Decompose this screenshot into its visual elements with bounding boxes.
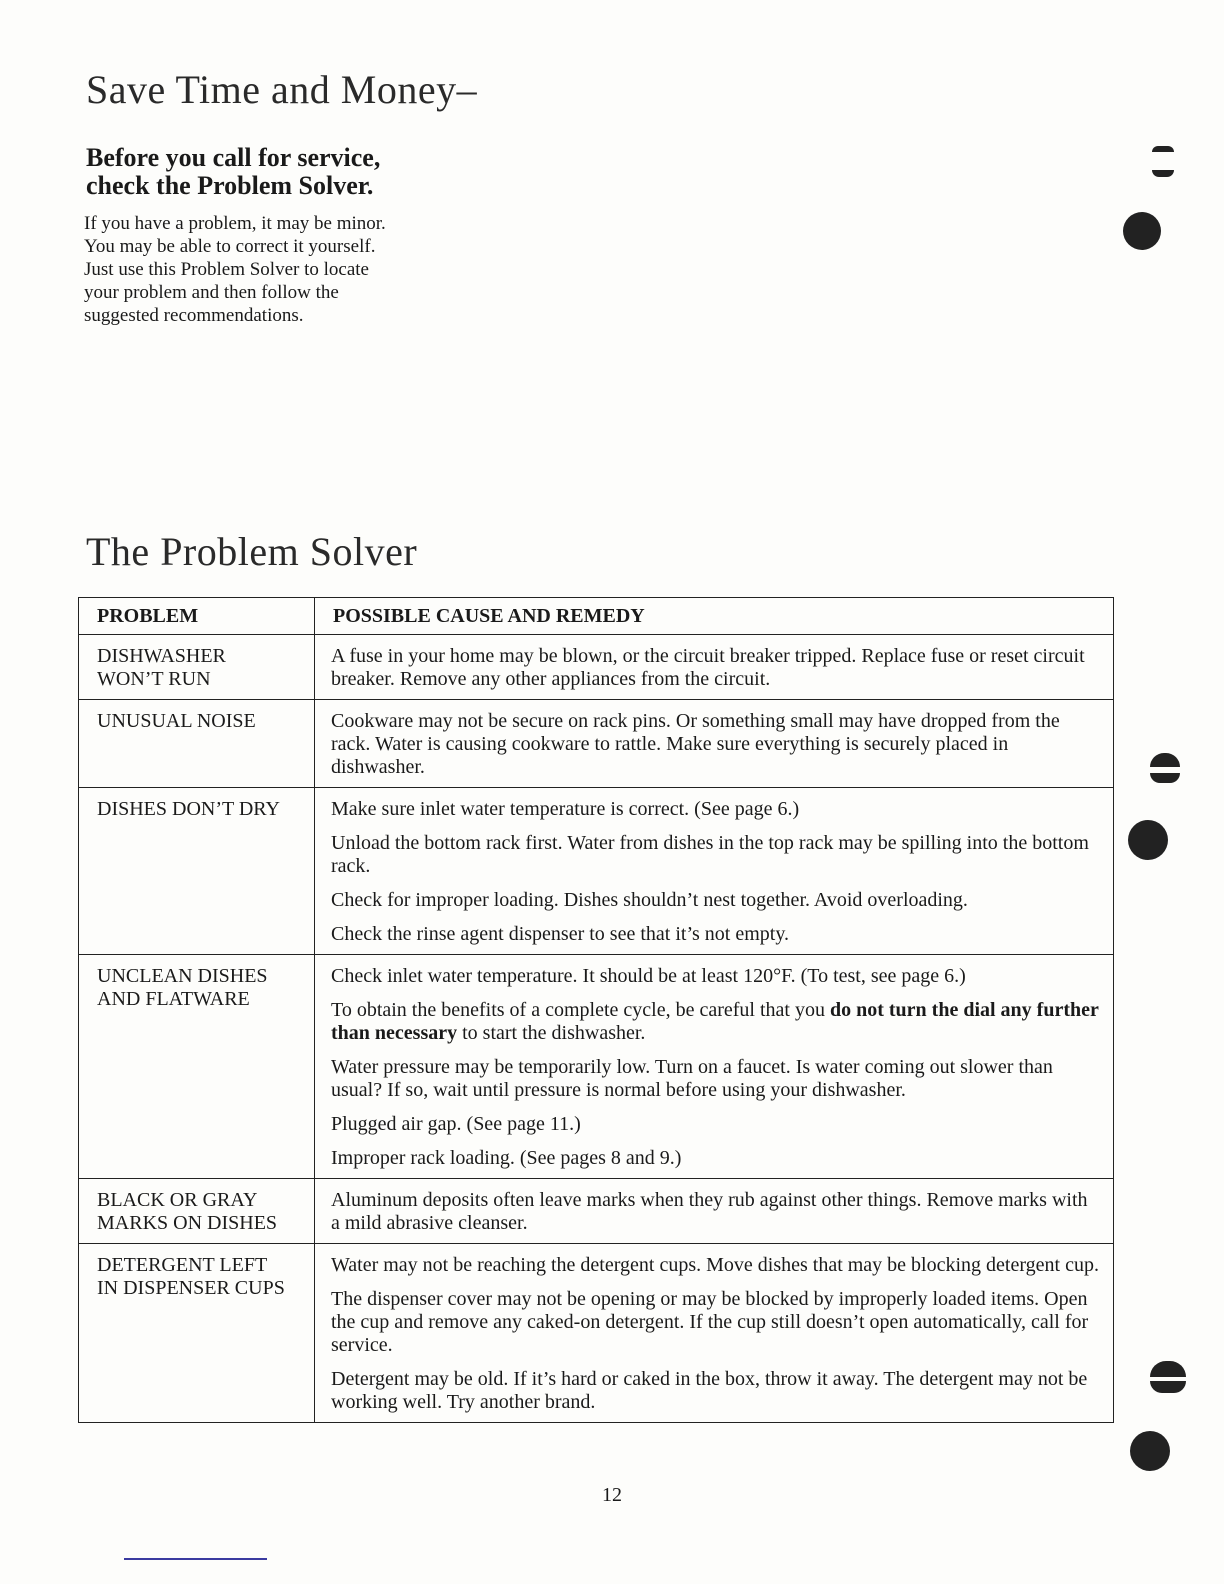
remedy-cell (315, 788, 1114, 955)
remedy-text: The dispenser cover may not be opening or may be blocked by improperly loaded items. Open the cup and remove any caked-on detergent. If the cup still doesn’t open automatically, call for service. (331, 1288, 1089, 1356)
problem-cell (79, 1244, 315, 1423)
page-number: 12 (602, 1484, 622, 1506)
section-title: The Problem Solver (86, 529, 418, 574)
problem-cell (79, 1179, 315, 1244)
table-row (79, 700, 1114, 788)
remedy-text: Water pressure may be temporarily low. Turn on a faucet. Is water coming out slower than usual? If so, wait until pressure is normal before using your dishwasher. (331, 1056, 1053, 1101)
remedy-text: Detergent may be old. If it’s hard or caked in the box, throw it away. The detergent may not be working well. Try another brand. (331, 1368, 1088, 1413)
problem-cell (79, 955, 315, 1179)
remedy-cell (315, 635, 1114, 700)
remedy-text: Check for improper loading. Dishes shouldn’t nest together. Avoid overloading. (331, 889, 968, 911)
punch-hole-mark (1152, 146, 1174, 152)
problem-cell (79, 788, 315, 955)
problem-cell (79, 700, 315, 788)
subheading (86, 144, 506, 200)
remedy-bold-text: do not turn the dial any further than necessary (331, 999, 1099, 1044)
remedy-text: Cookware may not be secure on rack pins. Or something small may have dropped from the rack. Water is causing cookware to rattle. Make sure everything is securely placed in dishwasher. (331, 710, 1060, 778)
remedy-text: A fuse in your home may be blown, or the circuit breaker tripped. Replace fuse or reset circuit breaker. Remove any other appliances from the circuit. (331, 645, 1085, 690)
remedy-text: Check the rinse agent dispenser to see that it’s not empty. (331, 923, 790, 945)
table-row (79, 1179, 1114, 1244)
problem-label: UNCLEAN DISHES AND FLATWARE (97, 965, 268, 1010)
remedy-text: Unload the bottom rack first. Water from dishes in the top rack may be spilling into the bottom rack. (331, 832, 1089, 877)
remedy-text: Check inlet water temperature. It should be at least 120°F. (To test, see page 6.) (331, 965, 966, 987)
remedy-text-part: to start the dishwasher. (457, 1022, 646, 1044)
table-row (79, 955, 1114, 1179)
remedy-text: Improper rack loading. (See pages 8 and 9.) (331, 1147, 682, 1169)
table-row (79, 1244, 1114, 1423)
problem-label: DISHES DON’T DRY (97, 798, 280, 820)
punch-hole (1128, 820, 1168, 860)
punch-hole-mark (1150, 1361, 1186, 1377)
punch-hole (1130, 1431, 1170, 1471)
punch-hole-mark (1152, 170, 1174, 177)
page-title: Save Time and Money– (86, 67, 478, 112)
table-row (79, 635, 1114, 700)
bottom-rule (124, 1558, 267, 1560)
problem-label: UNUSUAL NOISE (97, 710, 256, 732)
problem-solver-table (78, 597, 1114, 1423)
problem-label: DETERGENT LEFT IN DISPENSER CUPS (97, 1254, 285, 1299)
punch-hole-mark (1150, 753, 1180, 767)
punch-hole (1123, 212, 1161, 250)
intro-paragraph: If you have a problem, it may be minor. You may be able to correct it yourself. Just use this Problem Solver to locate your problem and then follow the suggested recommendations. (84, 213, 386, 326)
problem-label: BLACK OR GRAY MARKS ON DISHES (97, 1189, 278, 1234)
remedy-cell (315, 1244, 1114, 1423)
remedy-text: Plugged air gap. (See page 11.) (331, 1113, 581, 1135)
remedy-text: Water may not be reaching the detergent cups. Move dishes that may be blocking detergent cup. (331, 1254, 1099, 1276)
punch-hole-mark (1150, 773, 1180, 783)
remedy-cell (315, 955, 1114, 1179)
remedy-text: Aluminum deposits often leave marks when they rub against other things. Remove marks with a mild abrasive cleanser. (331, 1189, 1088, 1234)
remedy-text: Make sure inlet water temperature is correct. (See page 6.) (331, 798, 800, 820)
problem-label: DISHWASHER WON’T RUN (97, 645, 226, 690)
table-header-row (79, 598, 1114, 635)
column-header-cause: POSSIBLE CAUSE AND REMEDY (315, 598, 1114, 635)
problem-cell (79, 635, 315, 700)
subheading-line-1: Before you call for service, (86, 143, 381, 172)
punch-hole-mark (1150, 1381, 1186, 1393)
remedy-text-emphasis (331, 999, 1099, 1045)
table-row (79, 788, 1114, 955)
subheading-line-2: check the Problem Solver. (86, 171, 374, 200)
remedy-cell (315, 1179, 1114, 1244)
column-header-problem: PROBLEM (79, 598, 315, 635)
remedy-cell (315, 700, 1114, 788)
remedy-text-part: To obtain the benefits of a complete cycle, be careful that you (331, 999, 830, 1021)
